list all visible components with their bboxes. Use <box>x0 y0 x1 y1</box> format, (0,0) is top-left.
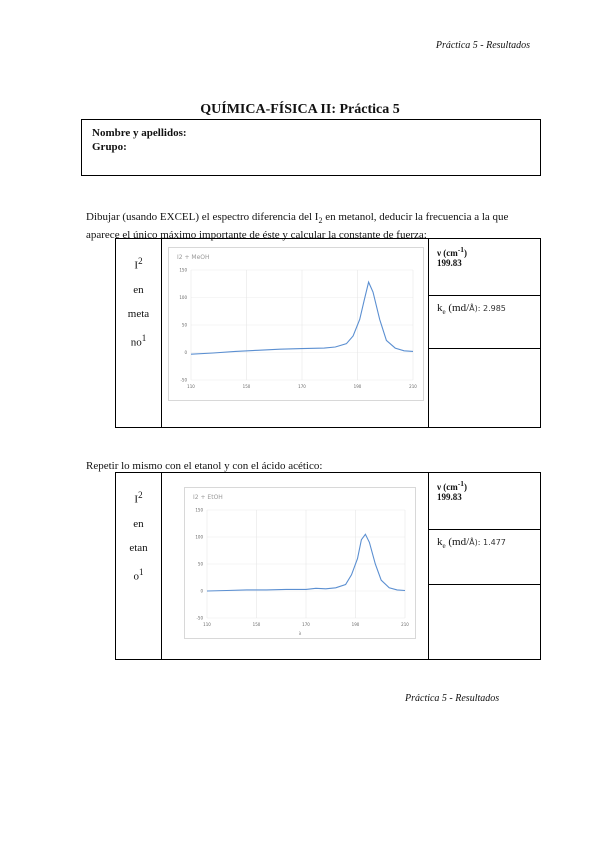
y-tick-label: 0 <box>184 350 187 355</box>
y-tick-label: 50 <box>181 322 187 328</box>
frequency-value: 199.83 <box>437 492 462 502</box>
empty-cell <box>429 585 541 660</box>
y-tick-label: 0 <box>200 588 203 594</box>
chart-cell <box>162 473 429 660</box>
y-tick-label: 150 <box>195 507 203 513</box>
results-table-ethanol <box>115 472 541 660</box>
solvent-label-cell: $I^2$ en etan $o^1$ <box>116 473 162 660</box>
x-axis-label: λ <box>298 631 302 636</box>
frequency-cell: ν $(cm^{-1})$ 199.83 <box>429 239 541 296</box>
running-header: Práctica 5 - Resultados <box>435 40 530 51</box>
frequency-cell: ν $(cm^{-1})$ 199.83 <box>429 473 541 530</box>
name-label: Nombre y apellidos: <box>92 127 187 139</box>
chart-title: I2 + MeOH <box>177 254 210 261</box>
y-tick-label: 50 <box>197 561 203 567</box>
x-tick-label: 150 <box>252 622 261 627</box>
chart-title: I2 + EtOH <box>193 494 223 501</box>
spectrum-chart-ethanol <box>185 488 415 638</box>
instructions-part2: Repetir lo mismo con el etanol y con el ácido acético: <box>86 460 323 472</box>
x-tick-label: 190 <box>353 384 362 389</box>
frequency-value: 199.83 <box>437 258 462 268</box>
y-tick-label: -50 <box>180 377 187 383</box>
force-constant-value: Å): 2.985 <box>469 304 506 313</box>
x-tick-label: 210 <box>401 622 409 627</box>
x-tick-label: 210 <box>409 384 417 389</box>
page-title: QUÍMICA-FÍSICA II: Práctica 5 <box>200 102 400 117</box>
x-tick-label: 170 <box>302 622 310 627</box>
x-tick-label: 110 <box>187 384 195 389</box>
x-tick-label: 150 <box>242 384 251 389</box>
x-tick-label: 110 <box>203 622 211 627</box>
y-tick-label: 150 <box>179 267 187 273</box>
chart-cell <box>162 239 429 428</box>
force-constant-cell: $k_e$ (md/Å): 1.477 <box>429 530 541 585</box>
force-constant-value: Å): 1.477 <box>469 538 506 547</box>
spectrum-chart-frame <box>168 247 424 401</box>
force-constant-cell: $k_e$ (md/Å): 2.985 <box>429 296 541 349</box>
x-tick-label: 170 <box>298 384 306 389</box>
group-label: Grupo: <box>92 141 127 153</box>
y-tick-label: 100 <box>195 534 203 540</box>
running-footer: Práctica 5 - Resultados <box>405 693 500 704</box>
y-tick-label: 100 <box>179 295 187 300</box>
x-tick-label: 190 <box>351 622 360 627</box>
spectrum-chart-methanol <box>169 248 423 400</box>
name-box <box>81 119 541 176</box>
solvent-label-cell: $I^2$ en meta $no^1$ <box>116 239 162 428</box>
instructions-part1: Dibujar (usando EXCEL) el espectro diferencia del $I_2$ en metanol, deducir la frecuencia a la que aparece el único máximo importante de éste y calcular la constante de fuerza: <box>86 211 509 242</box>
results-table-methanol <box>115 238 541 428</box>
y-tick-label: -50 <box>196 615 203 621</box>
spectrum-chart-frame <box>184 487 416 639</box>
empty-cell <box>429 349 541 428</box>
